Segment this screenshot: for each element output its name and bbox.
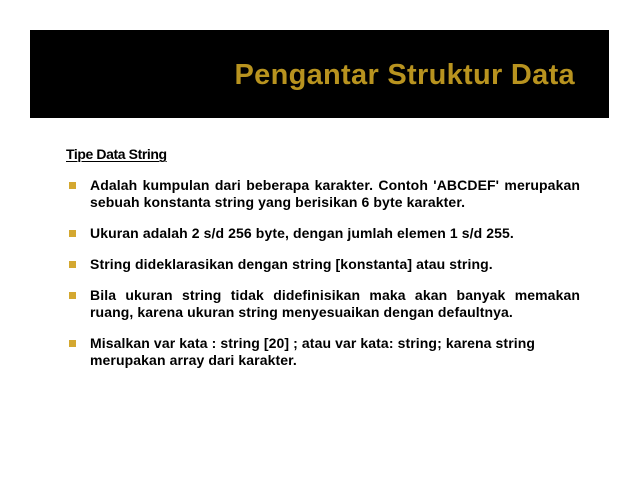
- slide-title: Pengantar Struktur Data: [234, 59, 575, 91]
- bullet-text: String dideklarasikan dengan string [konstanta] atau string.: [90, 256, 493, 272]
- bullet-text: Bila ukuran string tidak didefinisikan maka akan banyak memakan ruang, karena ukuran string menyesuaikan dengan defaultnya.: [90, 287, 580, 320]
- slide-subtitle: Tipe Data String: [66, 146, 167, 162]
- square-bullet-icon: [69, 261, 76, 268]
- title-bar: [30, 30, 609, 118]
- bullet-text: Adalah kumpulan dari beberapa karakter. Contoh 'ABCDEF' merupakan sebuah konstanta string yang berisikan 6 byte karakter.: [90, 177, 580, 210]
- square-bullet-icon: [69, 292, 76, 299]
- square-bullet-icon: [69, 182, 76, 189]
- slide-content: [66, 146, 580, 383]
- bullet-item: [66, 177, 580, 211]
- bullet-item: [66, 256, 580, 273]
- square-bullet-icon: [69, 340, 76, 347]
- bullet-text: Ukuran adalah 2 s/d 256 byte, dengan jumlah elemen 1 s/d 255.: [90, 225, 514, 241]
- bullet-item: [66, 335, 580, 369]
- square-bullet-icon: [69, 230, 76, 237]
- bullet-list: [66, 177, 580, 369]
- bullet-item: [66, 287, 580, 321]
- bullet-item: [66, 225, 580, 242]
- bullet-text: Misalkan var kata : string [20] ; atau var kata: string; karena string merupakan array dari karakter.: [90, 335, 536, 368]
